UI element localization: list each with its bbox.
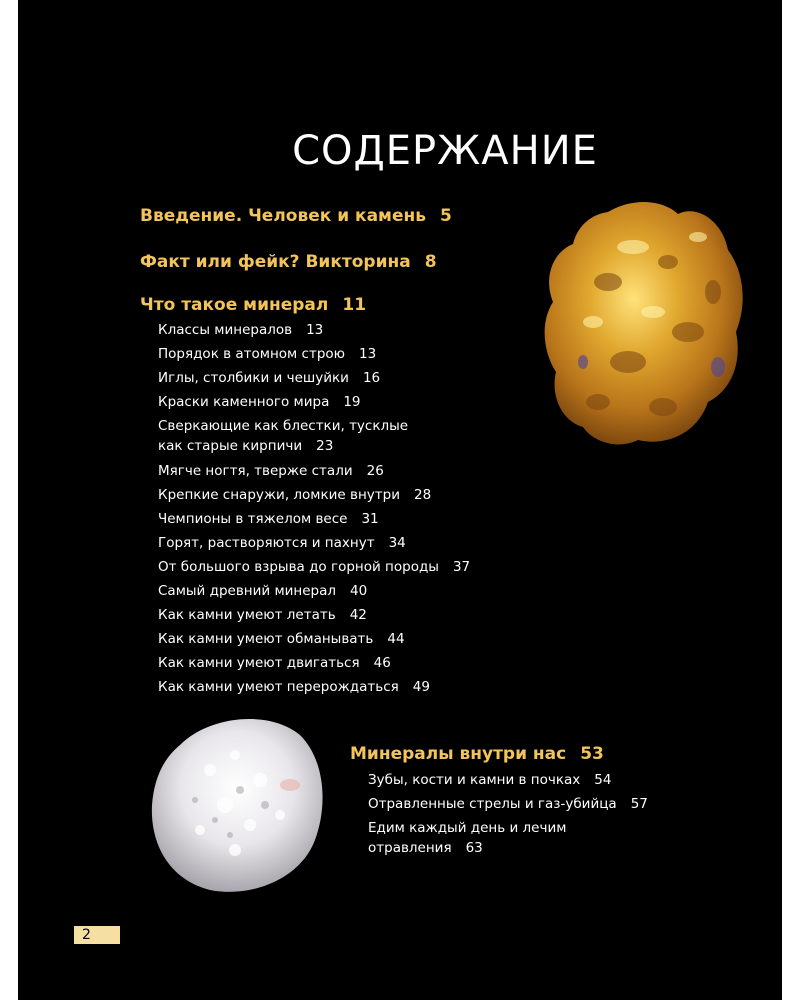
toc-section-body[interactable] [350,744,604,764]
toc-item[interactable] [158,416,408,456]
page [18,0,782,1000]
item-page: 46 [373,655,391,671]
toc-item[interactable] [158,368,380,388]
toc-item[interactable] [158,533,406,553]
item-page: 34 [388,535,406,551]
gold-nugget-image [538,192,748,454]
section-label: Введение. Человек и камень [140,206,426,226]
item-label: Чемпионы в тяжелом весе [158,511,348,527]
section-label: Минералы внутри нас [350,744,567,764]
item-page: 54 [594,772,612,788]
item-label: Как камни умеют перерождаться [158,679,399,695]
item-label-line2: как старые кирпичи [158,438,303,454]
section-page: 5 [439,206,452,226]
item-label: От большого взрыва до горной породы [158,559,439,575]
item-label-line2: отравления [368,840,452,856]
item-label: Как камни умеют обманывать [158,631,374,647]
toc-item[interactable] [158,392,361,412]
item-label: Отравленные стрелы и газ-убийца [368,796,617,812]
item-page: 44 [387,631,405,647]
toc-item[interactable] [158,509,379,529]
toc-item[interactable] [368,770,611,790]
page-number-badge: 2 [74,926,120,944]
toc-section-mineral[interactable] [140,295,366,315]
item-page: 49 [412,679,430,695]
item-label: Иглы, столбики и чешуйки [158,370,349,386]
page-title: СОДЕРЖАНИЕ [292,128,598,174]
item-page: 31 [361,511,379,527]
item-label: Классы минералов [158,322,293,338]
section-page: 8 [424,252,437,272]
item-label: Едим каждый день и лечим [368,820,567,836]
quartz-geode-image [140,710,330,900]
item-page: 42 [349,607,367,623]
item-page: 63 [465,840,483,856]
item-label: Порядок в атомном строю [158,346,346,362]
toc-item[interactable] [158,629,405,649]
toc-item[interactable] [158,461,384,481]
toc-item[interactable] [368,818,566,858]
item-page: 57 [630,796,648,812]
item-page: 28 [414,487,432,503]
section-label: Что такое минерал [140,295,329,315]
item-page: 37 [452,559,471,575]
item-page: 16 [362,370,381,386]
item-page: 13 [306,322,324,338]
item-page: 23 [316,438,334,454]
item-page: 26 [366,463,384,479]
toc-item[interactable] [158,581,367,601]
item-page: 13 [359,346,377,362]
item-label: Самый древний минерал [158,583,336,599]
item-page: 19 [343,394,361,410]
toc-item[interactable] [158,344,376,364]
toc-section-quiz[interactable] [140,252,437,272]
item-label: Краски каменного мира [158,394,330,410]
section-label: Факт или фейк? Викторина [140,252,411,272]
item-label: Сверкающие как блестки, тусклые [158,418,409,434]
item-page: 40 [350,583,368,599]
toc-item[interactable] [158,485,431,505]
item-label: Зубы, кости и камни в почках [368,772,581,788]
item-label: Мягче ногтя, тверже стали [158,463,353,479]
item-label: Горят, растворяются и пахнут [158,535,375,551]
toc-item[interactable] [158,653,391,673]
toc-item[interactable] [158,557,470,577]
toc-item[interactable] [158,605,367,625]
section-page: 11 [342,295,367,315]
section-page: 53 [580,744,604,764]
item-label: Крепкие снаружи, ломкие внутри [158,487,400,503]
item-label: Как камни умеют летать [158,607,336,623]
toc-item[interactable] [158,677,430,697]
toc-item[interactable] [158,320,323,340]
toc-section-intro[interactable] [140,206,452,226]
item-label: Как камни умеют двигаться [158,655,360,671]
toc-item[interactable] [368,794,648,814]
